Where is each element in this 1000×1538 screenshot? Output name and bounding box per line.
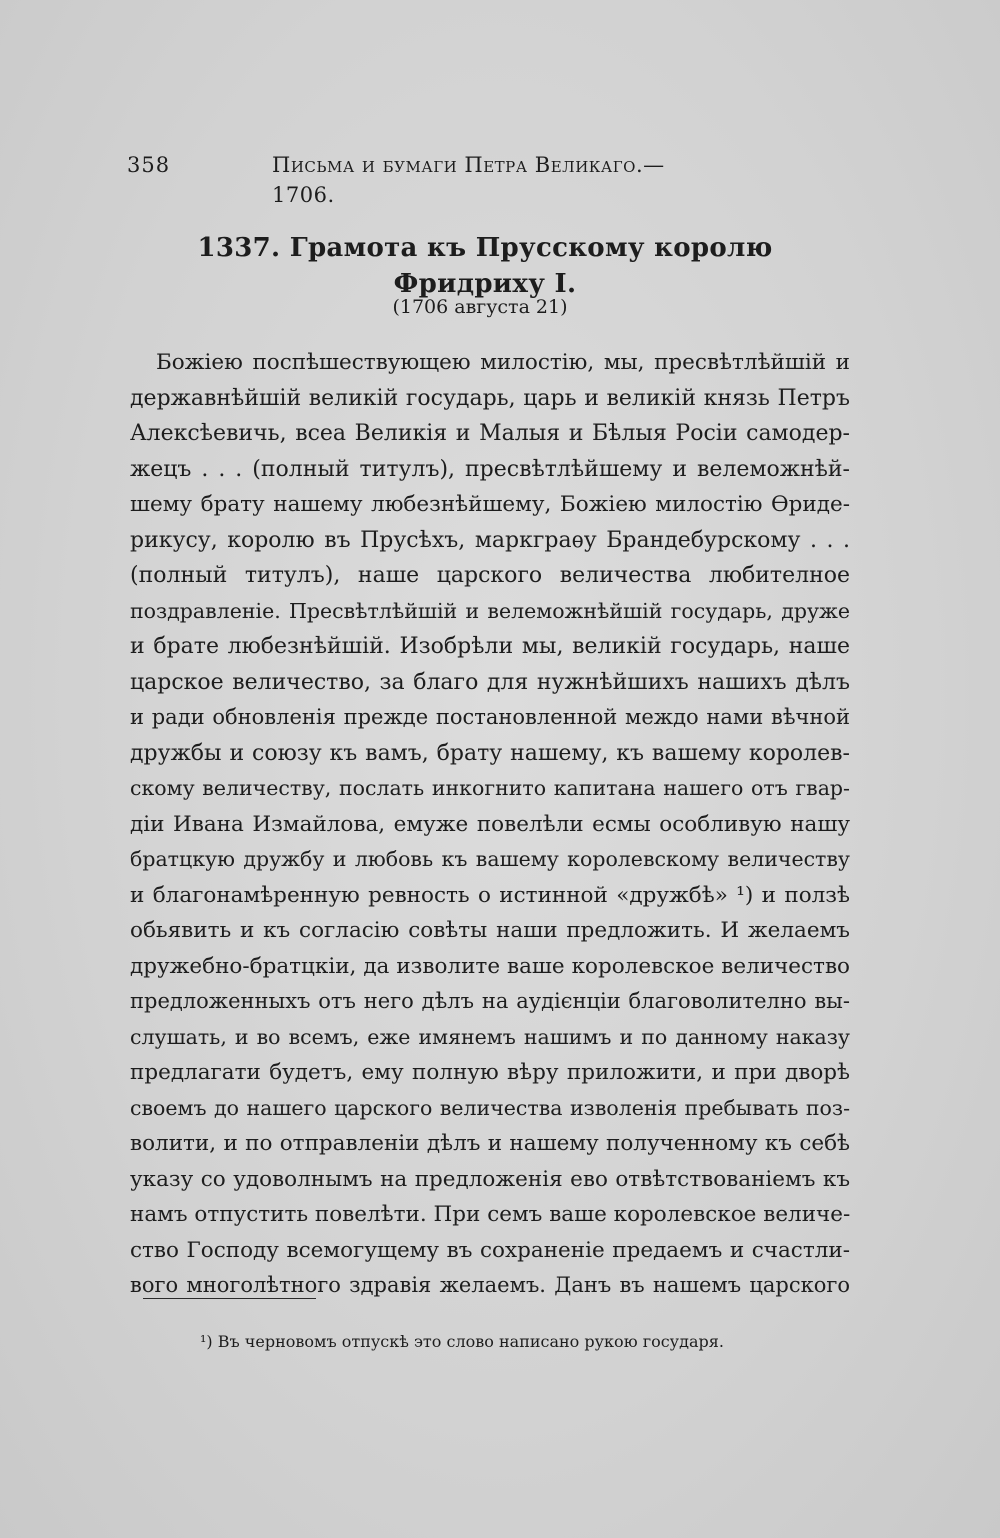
text-line: своемъ до нашего царского величества изволенія пребывать поз- <box>130 1095 850 1120</box>
text-line: царское величество, за благо для нужнѣйшихъ нашихъ дѣлъ <box>130 669 850 695</box>
document-body <box>130 345 850 1304</box>
text-line: волити, и по отправленіи дѣлъ и нашему полученному къ себѣ <box>130 1131 850 1156</box>
text-line: предлагати будетъ, ему полную вѣру приложити, и при дворѣ <box>130 1060 850 1085</box>
footnote <box>200 1329 820 1355</box>
text-line: Божіею поспѣшествующею милостію, мы, пресвѣтлѣйшій и <box>156 350 850 375</box>
text-line: поздравленіе. Пресвѣтлѣйшій и велеможнѣйшій государь, друже <box>130 598 850 623</box>
text-line: дружбы и союзу къ вамъ, брату нашему, къ вашему королев- <box>130 740 850 766</box>
document-title: 1337. Грамота къ Прусскому королю Фридриху I. <box>197 233 773 299</box>
text-line: и ради обновленія прежде постановленной междо нами вѣчной <box>130 705 850 729</box>
text-line: обьявить и къ согласію совѣты наши предложить. И желаемъ <box>130 918 850 943</box>
text-line: Алексѣевичь, всеа Великія и Малыя и Бѣлыя Росіи самодер- <box>130 421 850 446</box>
text-line: намъ отпустить повелѣти. При семъ ваше королевское величе- <box>130 1202 850 1227</box>
footnote-text: Въ черновомъ отпускѣ это слово написано рукою государя. <box>217 1332 724 1351</box>
text-line: дружебно-братцкіи, да изволите ваше королевское величество <box>130 953 850 979</box>
text-line: ство Господу всемогущему въ сохраненіе предаемъ и счастли- <box>130 1237 850 1263</box>
text-line: слушать, и во всемъ, еже имянемъ нашимъ и по данному наказу <box>130 1024 850 1049</box>
footnote-divider <box>143 1298 316 1299</box>
text-line: державнѣйшій великій государь, царь и великій князь Петръ <box>130 385 850 411</box>
text-line: и брате любезнѣйшій. Изобрѣли мы, великій государь, наше <box>130 634 850 659</box>
text-line: діи Ивана Измайлова, емуже повелѣли есмы особливую нашу <box>130 811 850 837</box>
text-line: и благонамѣренную ревность о истинной «дружбѣ» ¹) и ползѣ <box>130 882 850 908</box>
text-line: (полный титулъ), наше царского величества любителное <box>130 563 850 588</box>
text-line: жецъ . . . (полный титулъ), пресвѣтлѣйшему и велеможнѣй- <box>130 456 850 482</box>
document-date: (1706 августа 21) <box>392 296 568 318</box>
running-head <box>127 150 727 207</box>
text-line: рикусу, королю въ Прусѣхъ, маркграѳу Брандебурскому . . . <box>130 527 850 553</box>
text-line: братцкую дружбу и любовь къ вашему королевскому величеству <box>130 847 850 871</box>
footnote-mark: ¹) <box>200 1332 213 1351</box>
text-line: предложенныхъ отъ него дѣлъ на аудієнціи благоволително вы- <box>130 989 850 1013</box>
page-number: 358 <box>127 153 171 177</box>
text-line: скому величеству, послать инкогнито капитана нашего отъ гвар- <box>130 776 850 800</box>
text-line: шему брату нашему любезнѣйшему, Божіею милостію Ѳриде- <box>130 492 850 517</box>
text-line: вого многолѣтного здравія желаемъ. Данъ въ нашемъ царского <box>130 1273 850 1297</box>
text-line: указу со удоволнымъ на предложенія ево отвѣтствованіемъ къ <box>130 1166 850 1192</box>
running-title: Письма и бумаги Петра Великаго.—1706. <box>272 153 665 207</box>
